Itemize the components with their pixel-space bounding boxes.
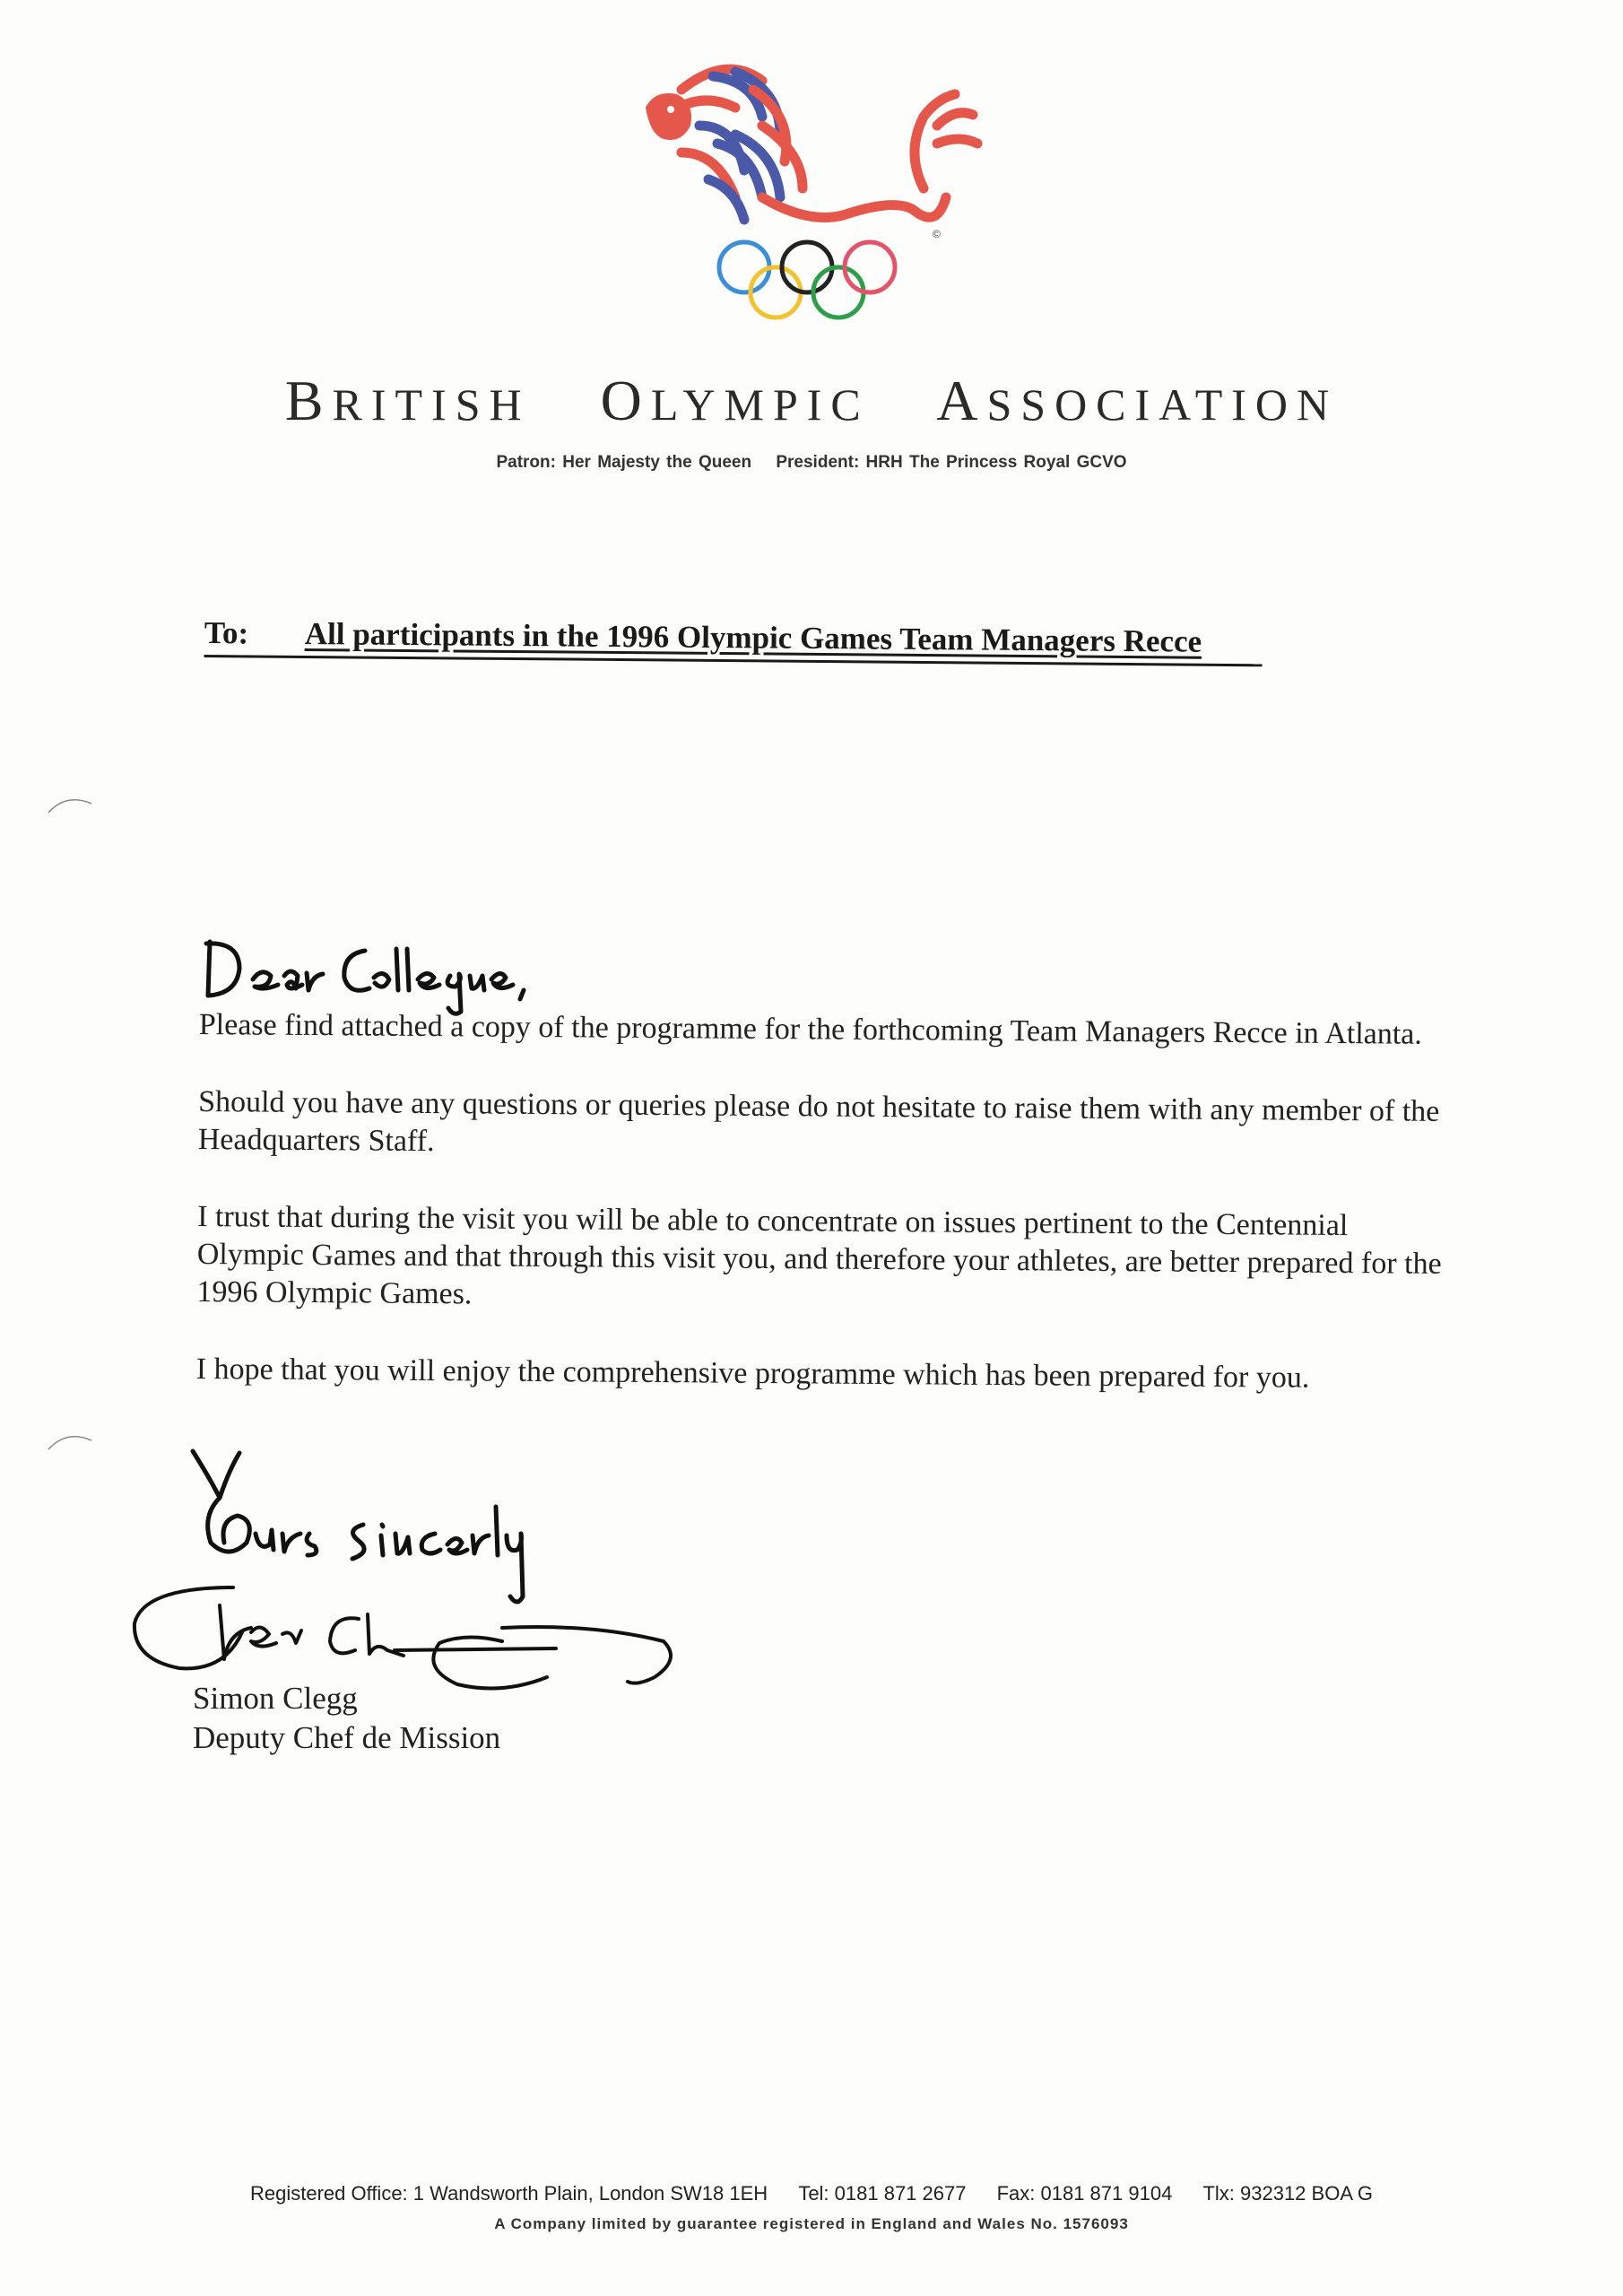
body-paragraph: I trust that during the visit you will be able to concentrate on issues pertinent to the Centennial Olympic Games and that through this visit you, and therefore your athletes, are better prepared for the 1996 Olympic Games.: [196, 1199, 1442, 1311]
organisation-name: [0, 368, 1623, 434]
recipient-label: To:: [204, 615, 249, 651]
org-word3-initial: A: [936, 369, 987, 432]
letter-body: [195, 1006, 1454, 1438]
footer-company: A Company limited by guarantee registered in England and Wales No. 1576093: [494, 2215, 1129, 2232]
org-word2-rest: LYMPIC: [650, 379, 870, 430]
patron-text: Patron: Her Majesty the Queen: [496, 453, 752, 472]
body-paragraph: Should you have any questions or queries please do not hesitate to raise them with any member of the Headquarters Staff.: [197, 1084, 1440, 1159]
recipient-line: [204, 615, 1263, 666]
president-text: President: HRH The Princess Royal GCVO: [776, 453, 1127, 472]
ring-red-icon: [845, 242, 895, 292]
footer-fax: Fax: 0181 871 9104: [996, 2182, 1173, 2205]
org-word3-rest: SSOCIATION: [986, 379, 1339, 430]
signer-block: [193, 1679, 500, 1758]
footer-tlx: Tlx: 932312 BOA G: [1202, 2182, 1373, 2205]
org-word2-initial: O: [600, 369, 651, 432]
org-word1-initial: B: [284, 369, 333, 432]
boa-lion-logo: [628, 54, 986, 341]
footer-tel: Tel: 0181 871 2677: [798, 2182, 967, 2205]
footer-office: Registered Office: 1 Wandsworth Plain, London SW18 1EH: [249, 2182, 768, 2205]
punch-mark-icon: [45, 1426, 95, 1453]
ring-black-icon: [782, 242, 832, 292]
org-word1-rest: RITISH: [332, 379, 531, 430]
recipient-subject: All participants in the 1996 Olympic Games Team Managers Recce: [304, 615, 1202, 659]
signer-title: Deputy Chef de Mission: [193, 1720, 501, 1755]
ring-green-icon: [813, 267, 864, 317]
patron-line: [0, 453, 1623, 473]
ring-yellow-icon: [751, 267, 801, 317]
ring-blue-icon: [719, 242, 769, 292]
body-paragraph: I hope that you will enjoy the comprehensive programme which has been prepared for you.: [195, 1352, 1310, 1395]
punch-mark-icon: [45, 789, 95, 816]
body-paragraph: Please find attached a copy of the programme for the forthcoming Team Managers Recce in Atlanta.: [198, 1007, 1423, 1051]
signer-name: Simon Clegg: [193, 1681, 358, 1716]
footer-address: [0, 2182, 1623, 2205]
svg-text:©: ©: [933, 228, 941, 240]
